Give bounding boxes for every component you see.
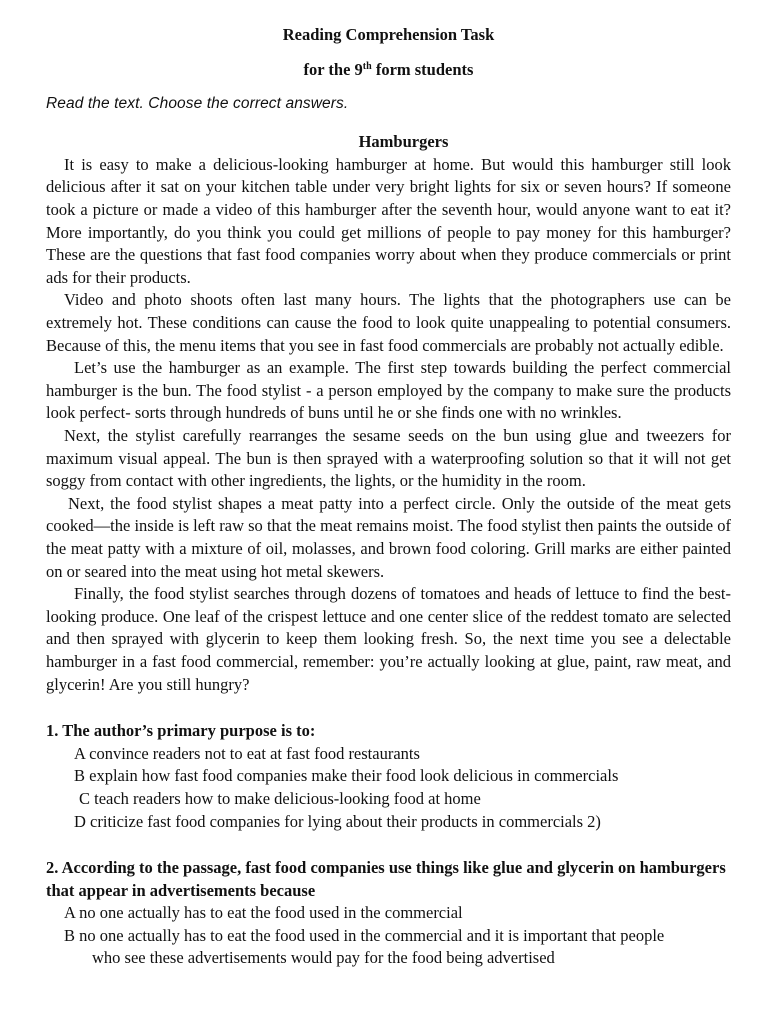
subtitle-text-end: form students [371,59,474,79]
answer-option-b[interactable]: B no one actually has to eat the food used in the commercial and it is important that people [64,925,665,945]
subtitle-text-start: for the 9 [303,59,363,79]
question-block-1 [46,720,731,833]
passage-paragraph: Video and photo shoots often last many hours. The lights that the photographers use can be extremely hot. These conditions can cause the food to look quite unappealing to potential consumers. Because of this, the menu items that you see in fast food commercials are probably not actually edible. [46,290,731,355]
answer-option-a[interactable]: A no one actually has to eat the food used in the commercial [64,903,463,923]
passage-paragraph: Next, the food stylist shapes a meat patty into a perfect circle. Only the outside of the meat gets cooked—the inside is left raw so that the meat remains moist. The food stylist then paints the outside of the meat patty with a mixture of oil, molasses, and brown food coloring. Grill marks are either painted on or seared into the meat using hot metal skewers. [46,493,731,581]
answer-option-b[interactable]: B explain how fast food companies make their food look delicious in commercials [74,766,619,786]
instruction-text: Read the text. Choose the correct answers. [46,95,349,113]
passage-title: Hamburgers [358,132,449,152]
passage-paragraph: Let’s use the hamburger as an example. The first step towards building the perfect commercial hamburger is the bun. The food stylist - a person employed by the company to make sure the products look perfect- sorts through hundreds of buns until he or she finds one with no wrinkles. [46,358,731,423]
answer-option-c[interactable]: C teach readers how to make delicious-looking food at home [79,788,481,808]
spacer [46,696,731,720]
answer-option-d[interactable]: D criticize fast food companies for lying about their products in commercials 2) [74,811,601,831]
document-title: Reading Comprehension Task [282,25,495,44]
document-subtitle [46,59,731,82]
passage-paragraph: Next, the stylist carefully rearranges the sesame seeds on the bun using glue and tweezers for maximum visual appeal. The bun is then sprayed with a waterproofing solution so that it will not get soggy from contact with other ingredients, the lights, or the humidity in the room. [46,426,731,491]
question-text: 2. According to the passage, fast food companies use things like glue and glycerin on hamburgers that appear in advertisements because [46,858,726,900]
question-block-2 [46,857,731,970]
passage-paragraph: Finally, the food stylist searches through dozens of tomatoes and heads of lettuce to find the best-looking produce. One leaf of the crispest lettuce and one center slice of the reddest tomato are selected and then sprayed with glycerin to keep them looking fresh. So, the next time you see a delectable hamburger in a fast food commercial, remember: you’re actually looking at glue, paint, raw meat, and glycerin! Are you still hungry? [46,584,731,694]
answer-option-a[interactable]: A convince readers not to eat at fast food restaurants [74,743,420,763]
answer-option-b-continued: who see these advertisements would pay for the food being advertised [92,948,555,968]
question-text: 1. The author’s primary purpose is to: [46,721,316,741]
subtitle-superscript: th [362,60,372,72]
spacer [46,833,731,857]
passage-paragraph: It is easy to make a delicious-looking hamburger at home. But would this hamburger still look delicious after it sat on your kitchen table under very bright lights for six or seven hours? If someone took a picture or made a video of this hamburger after the seventh hour, would anyone want to eat it? More importantly, do you think you could get millions of people to pay money for this hamburger? These are the questions that fast food companies worry about when they produce commercials or print ads for their products. [46,154,731,287]
